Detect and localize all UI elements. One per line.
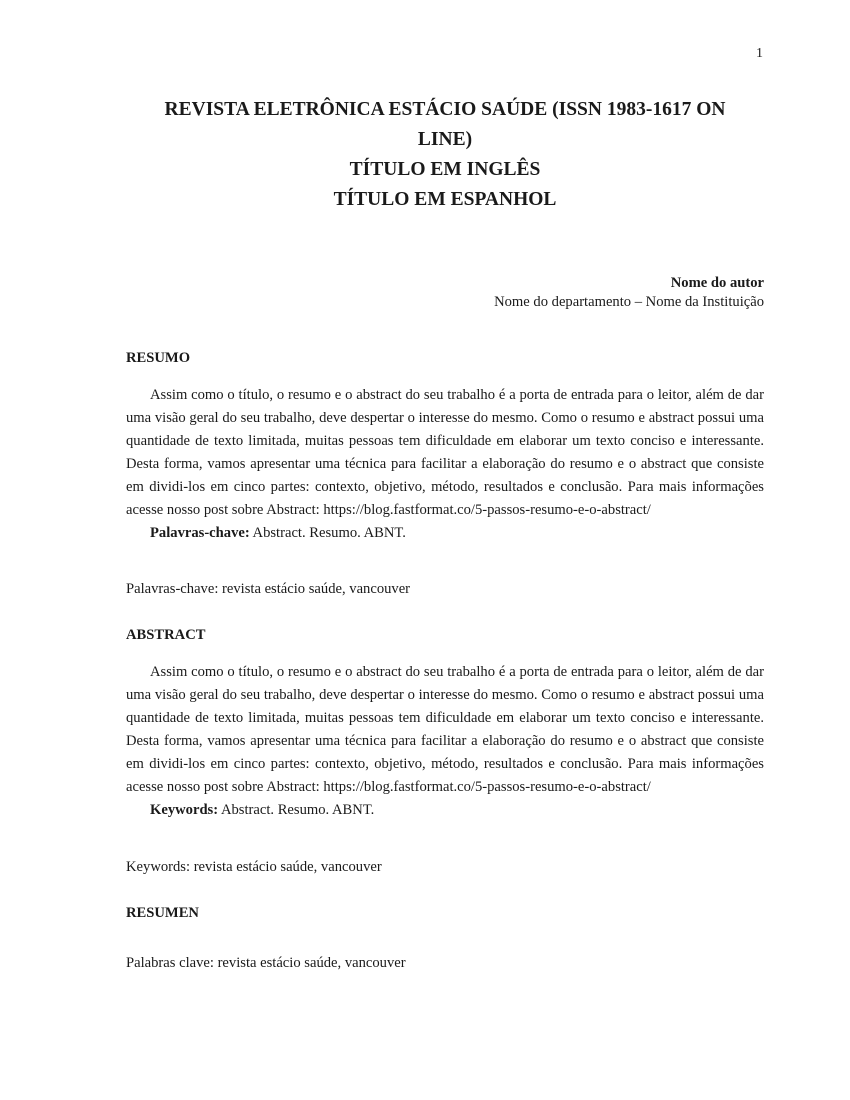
resumo-keywords	[126, 522, 764, 545]
abstract-extra	[126, 858, 764, 877]
abstract-keywords-label: Keywords:	[150, 802, 219, 818]
title-english: TÍTULO EM INGLÊS	[349, 159, 541, 180]
resumen-section	[126, 904, 764, 923]
abstract-section	[126, 626, 764, 645]
resumo-body	[126, 384, 764, 545]
abstract-heading: ABSTRACT	[126, 627, 206, 643]
resumo-section	[126, 349, 764, 368]
title-line-2: LINE)	[417, 129, 473, 150]
title-block	[126, 95, 764, 215]
title-spanish: TÍTULO EM ESPANHOL	[333, 189, 557, 210]
resumen-extra	[126, 954, 764, 973]
abstract-paragraph: Assim como o título, o resumo e o abstract do seu trabalho é a porta de entrada para o leitor, além de dar uma visão geral do seu trabalho, deve despertar o interesse do mesmo. Como o resumo e abstract possui uma quantidade de texto limitada, muitas pessoas tem dificuldade em elaborar um texto conciso e interessante. Desta forma, vamos apresentar uma técnica para facilitar a elaboração do resumo e o abstract que consiste em dividi-los em cinco partes: contexto, objetivo, método, resultados e conclusão. Para mais informações acesse nosso post sobre Abstract: https://blog.fastformat.co/5-passos-resumo-e-o-abstract/	[126, 664, 764, 795]
page-number: 1	[756, 46, 763, 61]
resumo-heading: RESUMO	[126, 350, 191, 366]
resumo-keywords-label: Palavras-chave:	[150, 525, 250, 541]
abstract-keywords-value: Abstract. Resumo. ABNT.	[220, 802, 375, 818]
resumen-heading: RESUMEN	[126, 905, 199, 921]
abstract-extra-keywords: Keywords: revista estácio saúde, vancouver	[126, 859, 382, 875]
resumen-extra-keywords: Palabras clave: revista estácio saúde, vancouver	[126, 955, 406, 971]
resumo-extra-keywords: Palavras-chave: revista estácio saúde, vancouver	[126, 581, 411, 597]
resumo-paragraph: Assim como o título, o resumo e o abstract do seu trabalho é a porta de entrada para o leitor, além de dar uma visão geral do seu trabalho, deve despertar o interesse do mesmo. Como o resumo e abstract possui uma quantidade de texto limitada, muitas pessoas tem dificuldade em elaborar um texto conciso e interessante. Desta forma, vamos apresentar uma técnica para facilitar a elaboração do resumo e o abstract que consiste em dividi-los em cinco partes: contexto, objetivo, método, resultados e conclusão. Para mais informações acesse nosso post sobre Abstract: https://blog.fastformat.co/5-passos-resumo-e-o-abstract/	[126, 387, 764, 518]
author-block	[494, 274, 764, 312]
resumo-keywords-value: Abstract. Resumo. ABNT.	[252, 525, 406, 541]
resumo-extra	[126, 580, 764, 599]
title-line-1: REVISTA ELETRÔNICA ESTÁCIO SAÚDE (ISSN 1983-1617 ON	[164, 99, 726, 120]
abstract-keywords	[126, 799, 764, 822]
author-affiliation: Nome do departamento – Nome da Instituição	[494, 294, 764, 310]
abstract-body	[126, 661, 764, 822]
author-name: Nome do autor	[670, 275, 764, 291]
